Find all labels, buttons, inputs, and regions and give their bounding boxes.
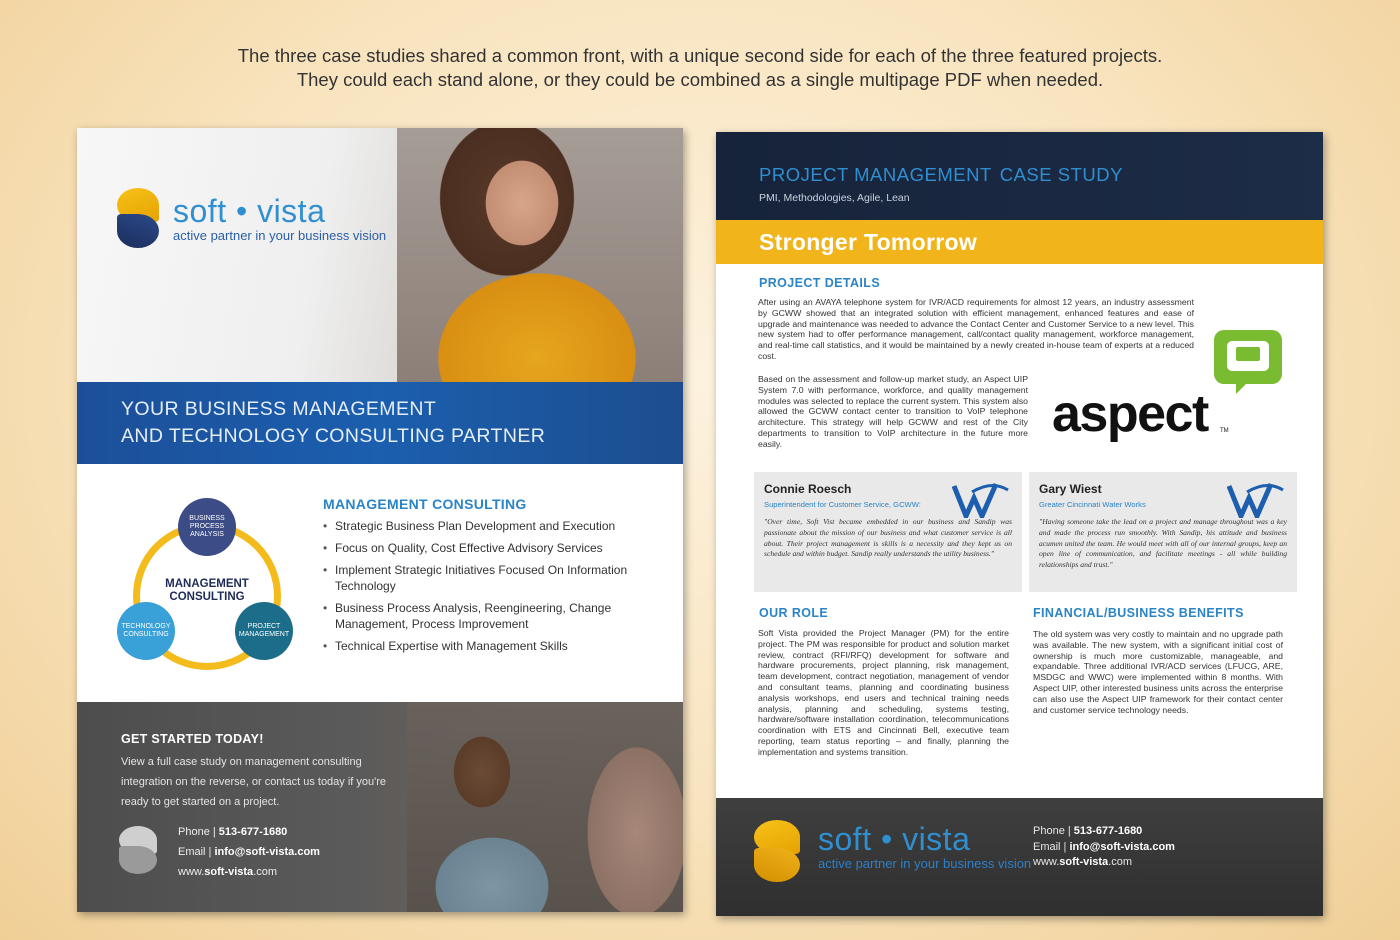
email-label: Email | — [178, 846, 212, 858]
headline-line-2: AND TECHNOLOGY CONSULTING PARTNER — [121, 425, 546, 447]
cycle-node-business-process: BUSINESS PROCESS ANALYSIS — [178, 498, 236, 556]
testimonial-role: Greater Cincinnati Water Works — [1039, 500, 1146, 509]
case-study-header — [716, 132, 1323, 220]
consulting-cycle-diagram — [117, 498, 297, 670]
testimonial-card — [1029, 472, 1297, 592]
management-consulting-title: MANAGEMENT CONSULTING — [323, 496, 527, 512]
hero-image — [77, 128, 683, 382]
testimonial-text: "Having someone take the lead on a project and manage throughout was a key and made the process run smoothly. With Sandip, his attitude and business acumen united the team. He would meet with all of our internal groups, keep an open line of communication, and facilitate meetings - all while building relationships and trust." — [1039, 517, 1287, 570]
testimonial-role: Superintendent for Customer Service, GCWW: — [764, 500, 921, 509]
cycle-center-label: MANAGEMENT CONSULTING — [165, 578, 249, 603]
list-item: • Implement Strategic Initiatives Focused On Information Technology — [323, 562, 663, 594]
management-consulting-list — [323, 518, 663, 660]
email-link[interactable]: info@soft-vista.com — [214, 846, 320, 858]
phone-label: Phone | — [178, 826, 216, 838]
front-page — [77, 128, 683, 912]
aspect-logo — [1052, 328, 1292, 443]
list-item: • Strategic Business Plan Development and Execution — [323, 518, 663, 534]
footer-brand — [818, 822, 1031, 872]
list-item: • Technical Expertise with Management Skills — [323, 638, 663, 654]
caption — [0, 44, 1400, 92]
project-details-p1: After using an AVAYA telephone system for IVR/ACD requirements for almost 12 years, an industry assessment by GCWW showed that an integrated solution with efficient management, enhanced features and ease of upgrade and maintenance was needed to advance the Contact Center and Customer Service to a new level. This new system had to offer performance management, call/contact quality management, workforce management, and real-time call statistics, and it would be maintained by a newly created in-house team of experts at a reduced cost. — [758, 297, 1194, 361]
our-role-title: OUR ROLE — [759, 606, 829, 620]
hero-photo-woman — [397, 128, 683, 382]
logo-tagline: active partner in your business vision — [173, 228, 387, 243]
aspect-trademark: TM — [1220, 428, 1229, 434]
case-study-title: PROJECT MANAGEMENT CASE STUDY — [759, 164, 1123, 185]
banner-title: Stronger Tomorrow — [716, 220, 1323, 264]
email-label: Email | — [1033, 840, 1067, 853]
testimonial-card — [754, 472, 1022, 592]
testimonial-text: "Over time, Soft Vist became embedded in our business and Sandip was passionate about the mission of our business and what customer service is all about. Their project management is skills is a necessity and they kept us on schedule and within budget. Sandip really understands the utility business." — [764, 517, 1012, 559]
email-link[interactable]: info@soft-vista.com — [1069, 840, 1175, 853]
footer-contact — [1033, 824, 1175, 871]
headline-band — [77, 382, 683, 464]
list-item: • Business Process Analysis, Reengineering, Change Management, Process Improvement — [323, 600, 663, 632]
soft-vista-logo — [113, 188, 386, 250]
phone-label: Phone | — [1033, 825, 1071, 837]
website-link[interactable]: www.soft-vista.com — [178, 866, 278, 878]
contact-block — [178, 822, 320, 882]
website-link[interactable]: www.soft-vista.com — [1033, 856, 1133, 868]
benefits-title: FINANCIAL/BUSINESS BENEFITS — [1033, 606, 1244, 620]
case-study-suffix: CASE STUDY — [999, 164, 1123, 185]
management-section — [77, 464, 683, 702]
back-footer — [716, 798, 1323, 916]
case-study-subtitle: PMI, Methodologies, Agile, Lean — [759, 192, 910, 204]
logo-mark-icon — [113, 188, 163, 250]
cta-photo-men — [407, 702, 683, 912]
testimonial-name: Gary Wiest — [1039, 482, 1102, 496]
caption-line-1: The three case studies shared a common front, with a unique second side for each of the three featured projects. — [237, 45, 1163, 66]
get-started-section — [77, 702, 683, 912]
testimonial-name: Connie Roesch — [764, 482, 852, 496]
cycle-node-technology: TECHNOLOGY CONSULTING — [117, 602, 175, 660]
gcww-logo-icon — [1227, 482, 1285, 518]
phone-number[interactable]: 513-677-1680 — [218, 826, 288, 838]
logo-name: soft • vista — [173, 193, 326, 229]
cycle-node-project-management: PROJECT MANAGEMENT — [235, 602, 293, 660]
project-details-title: PROJECT DETAILS — [759, 276, 881, 290]
our-role-text: Soft Vista provided the Project Manager (PM) for the entire project. The PM was responsible for product and solution market review, contract (RFI/RFQ) development for software and hardware procurements, project planning, risk management, team development, contract negotiation, management of vendor and consultant teams, planning and coordinating business analysis workshops, end users and technical training needs analysis, planning and scheduling, systems testing, hardware/software installation coordination, telecommunications coordination with ETS and Cincinnati Bell, executive team reporting, team status reporting – and finally, planning the implementation and systems transition. — [758, 628, 1009, 757]
back-page — [716, 132, 1323, 916]
aspect-wordmark: aspect — [1052, 385, 1208, 443]
cta-title: GET STARTED TODAY! — [121, 732, 264, 746]
gcww-logo-icon — [952, 482, 1010, 518]
project-details-p2: Based on the assessment and follow-up market study, an Aspect UIP System 7.0 with performance, workforce, and quality management modules was selected to replace the current system. This system also allowed the GCWW contact center to transition to VoIP telephone architecture. This strategy will help GCWW and rest of the City departments to transition to VoIP architecture in the future more easily. — [758, 374, 1028, 449]
cta-body: View a full case study on management consulting integration on the reverse, or contact us today if you're ready to get started on a project. — [121, 756, 387, 808]
list-item: • Focus on Quality, Cost Effective Advisory Services — [323, 540, 663, 556]
footer-logo-tagline: active partner in your business vision — [818, 856, 1032, 871]
benefits-text: The old system was very costly to maintain and no upgrade path was available. The new system, with a significant initial cost of ownership is much more customizable, manageable, and expandable. Three additional IVR/ACD services (LFUCG, ARE, MSDGC and WWC) were implemented within 8 months. With Aspect UIP, other interested business units across the enterprise can also use the Aspect UIP framework for their contact center and customer service technology needs. — [1033, 629, 1283, 715]
headline-line-1: YOUR BUSINESS MANAGEMENT — [121, 398, 437, 420]
logo-mark-gray-icon — [117, 826, 161, 874]
caption-line-2: They could each stand alone, or they could be combined as a single multipage PDF when needed. — [296, 69, 1104, 90]
phone-number[interactable]: 513-677-1680 — [1073, 825, 1143, 837]
logo-mark-icon — [752, 820, 804, 882]
footer-logo-name: soft • vista — [818, 821, 971, 857]
speech-bubble-icon — [1214, 330, 1282, 384]
